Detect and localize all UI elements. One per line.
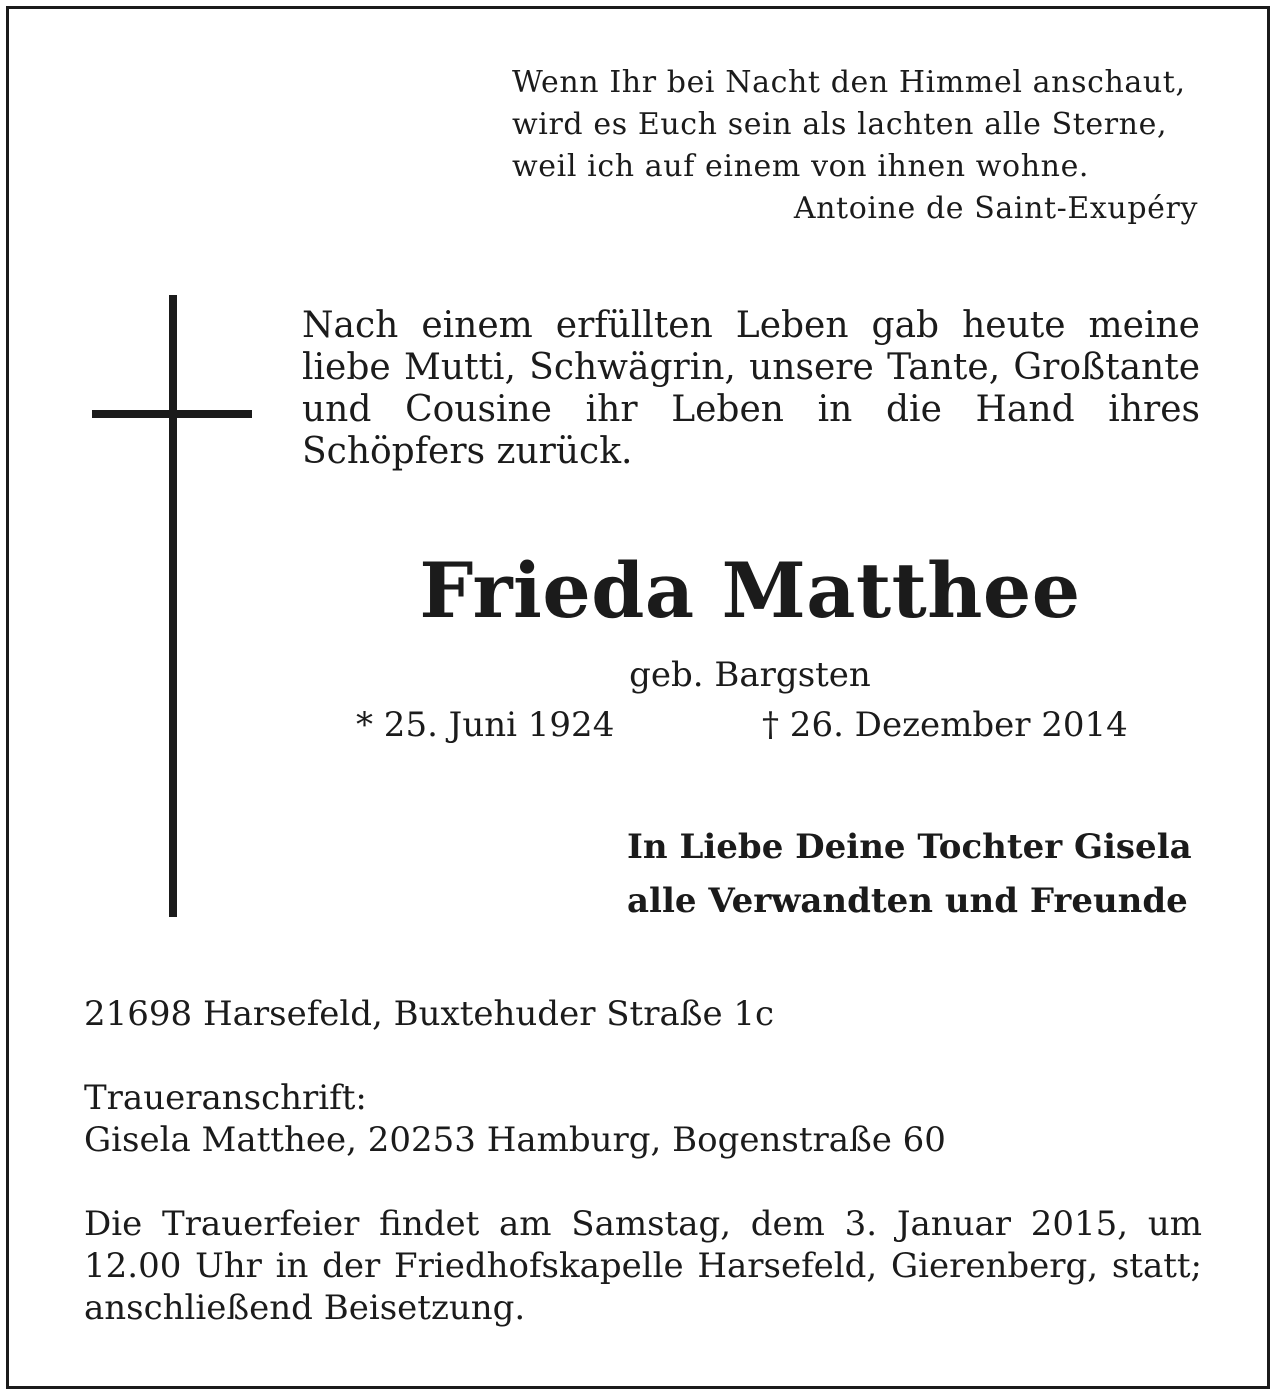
quote-line: weil ich auf einem von ihnen wohne. <box>512 149 1090 184</box>
deceased-name: Frieda Matthee <box>419 546 1081 635</box>
quote-block <box>512 62 1202 230</box>
mourning-address <box>84 1077 1202 1161</box>
intro-text: Nach einem erfüllten Leben gab heute meine liebe Mutti, Schwägrin, unsere Tante, Großtante und Cousine ihr Leben in die Hand ihres Schöpfers zurück. <box>302 305 1200 472</box>
mourners-line: In Liebe Deine Tochter Gisela <box>627 827 1192 867</box>
ceremony-text: Die Trauerfeier findet am Samstag, dem 3. Januar 2015, um 12.00 Uhr in der Friedhofskapelle Harsefeld, Gierenberg, statt; anschließend Beisetzung. <box>84 1204 1202 1328</box>
mourners-block <box>627 820 1227 928</box>
home-address: 21698 Harsefeld, Buxtehuder Straße 1c <box>84 994 775 1034</box>
cross-icon <box>169 295 177 917</box>
mourning-address-value: Gisela Matthee, 20253 Hamburg, Bogenstraße 60 <box>84 1120 946 1160</box>
birth-date: * 25. Juni 1924 <box>356 705 615 745</box>
quote-line: Wenn Ihr bei Nacht den Himmel anschaut, <box>512 65 1186 100</box>
mourners-line: alle Verwandten und Freunde <box>627 881 1188 921</box>
quote-line: wird es Euch sein als lachten alle Sterne, <box>512 107 1168 142</box>
quote-author: Antoine de Saint-Exupéry <box>793 191 1198 226</box>
cross-icon-bar <box>92 410 252 418</box>
death-date: † 26. Dezember 2014 <box>762 705 1128 745</box>
life-dates <box>300 703 1200 749</box>
mourning-address-label: Traueranschrift: <box>84 1078 367 1118</box>
maiden-name: geb. Bargsten <box>629 655 871 695</box>
